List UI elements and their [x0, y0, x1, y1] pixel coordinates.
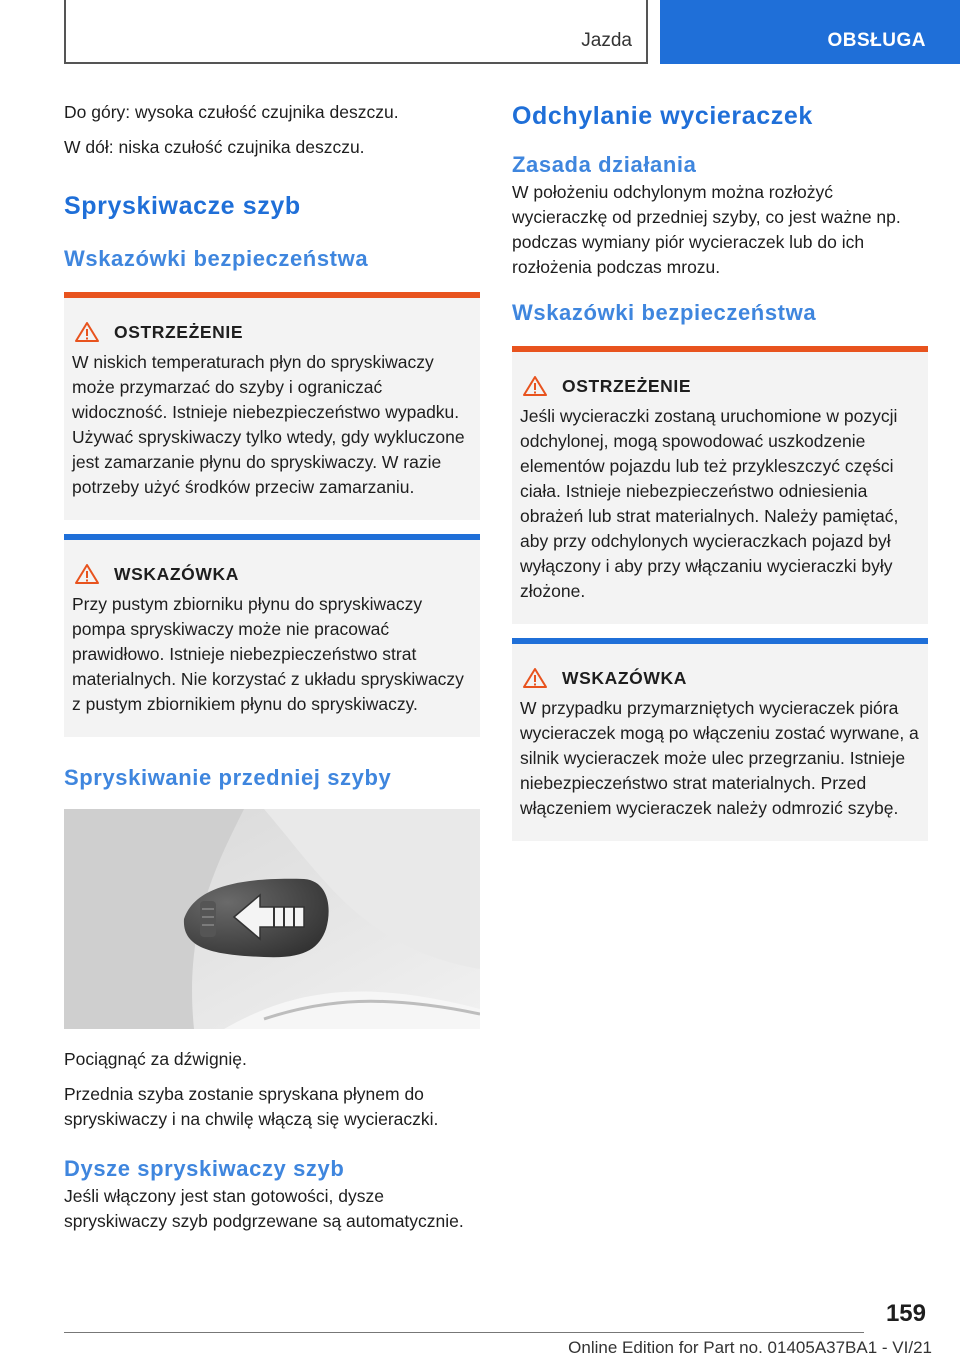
warning-text-left: W niskich temperaturach płyn do spryskiwaczy może przymarzać do szyby i ograniczać widoczność. Istnieje niebezpieczeństwo wypadku. Używać spryskiwaczy tylko wtedy, gdy wykluczone jest zamarzanie płynu do spryskiwaczy. W razie potrzeby użyć środków przeciw zamarzaniu.: [72, 352, 465, 497]
header-tab[interactable]: [660, 0, 960, 64]
front-washer-heading: Spryskiwanie przedniej szyby: [64, 765, 392, 790]
safety-heading-right: Wskazówki bezpieczeństwa: [512, 300, 817, 325]
right-column: [512, 100, 928, 841]
warning-box-left: [64, 292, 480, 520]
note-box-left: [64, 534, 480, 737]
nozzles-heading: Dysze spryskiwaczy szyb: [64, 1156, 345, 1181]
warning-triangle-icon: [74, 321, 100, 343]
header-tab-label: OBSŁUGA: [827, 30, 926, 51]
wiper-lever-photo: [64, 809, 480, 1029]
note-triangle-icon: [522, 667, 548, 689]
washers-heading: Spryskiwacze szyb: [64, 192, 301, 220]
principle-heading: Zasada działania: [512, 152, 697, 177]
header-section: Jazda: [581, 30, 632, 51]
warning-text-right: Jeśli wycieraczki zostaną uruchomione w pozycji odchylonej, mogą spowodować uszkodzenie elementów pojazdu lub też przykleszczyć części ciała. Istnieje niebezpieczeństwo odniesienia obrażeń lub strat materialnych. Należy pamiętać, aby przy odchylonych wycieraczkach pojazd był wyłączony i aby przy włączaniu wycieraczki były złożone.: [520, 406, 899, 601]
rain-sensor-up-text: Do góry: wysoka czułość czujnika deszczu.: [64, 102, 399, 122]
note-text-left: Przy pustym zbiorniku płynu do spryskiwaczy pompa spryskiwaczy może nie pracować prawidłowo. Istnieje niebezpieczeństwo strat materialnych. Nie korzystać z układu spryskiwaczy z pustym zbiornikiem płynu do spryskiwaczy.: [72, 594, 464, 714]
warning-title-label-right: OSTRZEŻENIE: [562, 376, 692, 396]
rain-sensor-down-text: W dół: niska czułość czujnika deszczu.: [64, 137, 365, 157]
note-box-right: [512, 638, 928, 841]
note-text-right: W przypadku przymarzniętych wycieraczek pióra wycieraczek mogą po włączeniu zostać wyrwane, a silnik wycieraczek może ulec przegrzaniu. Istnieje niebezpieczeństwo strat materialnych. Przed włączeniem wycieraczek należy odmrozić szybę.: [520, 698, 919, 818]
pull-lever-text: Pociągnąć za dźwignię.: [64, 1049, 247, 1069]
note-title-right: [520, 666, 920, 690]
nozzles-text: Jeśli włączony jest stan gotowości, dysze spryskiwaczy szyb podgrzewane są automatycznie.: [64, 1186, 464, 1231]
warning-box-right: [512, 346, 928, 624]
footer-divider: [64, 1332, 864, 1333]
warning-title-left: [72, 320, 472, 344]
warning-triangle-icon: [522, 375, 548, 397]
left-column: [64, 100, 480, 1244]
principle-text: W położeniu odchylonym można rozłożyć wycieraczkę od przedniej szyby, co jest ważne np. podczas wymiany piór wycieraczek lub do ich rozłożenia podczas mrozu.: [512, 182, 901, 277]
warning-title-right: [520, 374, 920, 398]
front-washer-text: Przednia szyba zostanie spryskana płynem do spryskiwaczy i na chwilę włączą się wycieraczki.: [64, 1084, 439, 1129]
warning-title-label-left: OSTRZEŻENIE: [114, 322, 244, 342]
note-triangle-icon: [74, 563, 100, 585]
note-title-left: [72, 562, 472, 586]
fold-wipers-heading: Odchylanie wycieraczek: [512, 102, 813, 130]
note-title-label-right: WSKAZÓWKA: [562, 668, 687, 688]
note-title-label-left: WSKAZÓWKA: [114, 564, 239, 584]
page-number: 159: [885, 1300, 926, 1327]
safety-heading-left: Wskazówki bezpieczeństwa: [64, 246, 369, 271]
footer-edition: Online Edition for Part no. 01405A37BA1 - VI/21: [568, 1338, 932, 1357]
header-frame: [64, 0, 648, 64]
